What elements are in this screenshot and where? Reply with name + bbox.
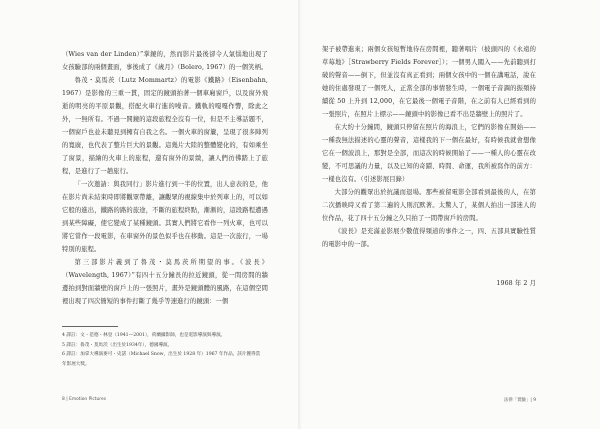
- paragraph: 第三部影片義到了魯茂・莫馬茨所期望的事。《波長》（Wavelength, 1967）”有四十五分鐘長的拉近鏡頭，從一間房間的牆邊拍到對面牆壁的窗戶上的一張照片，畫外是鏡頭體的風路，在這個空間裡出現了四次簡短的事件打斷了幾乎等速進行的鏡頭：一個: [62, 259, 268, 305]
- right-body-text: [322, 43, 536, 296]
- right-page: [300, 0, 600, 429]
- date-line: 1968 年 2 月: [496, 280, 536, 287]
- paragraph: 架子被帶進來；兩個女孩短暫地待在房間裡，聽著唱片（披頭四的《永遠的草莓地》［Strawberry Fields Forever］）；一個男人闖入——先前聽到打破的聲音——倒下，但並沒有真正看到；兩個女孩中的一個在講電話，說在她的住處發現了一個死人，正當全部的事情發生時，一個電子音調的振頻持續從 50 上升到 12,000，在它最後一個電子音階，在之前有人已經看到的一張照片，在照片上標示——鏡頭中的影像已看不出是牆壁上的照片了。: [322, 46, 536, 118]
- footnote: 4 譯註：文・范德・林登（1941—2001），荷蘭攝影師，也是電影導演與導演。: [62, 333, 226, 338]
- paragraph: 「一次邀請：與我同行」影片進行到一半的位置，出人意表的是，他在影片尚未結束時即將觀眾帶離，讓觀眾的視線集中於列車上的，可以如它般的進出，鐵路的路的旅途，不斷的旅程終點，漸漸的，這段路程遭遇到某些障礙，使它變成了某種鏡頭。其實人們將它看作一列火車，也可以將它當作一段電影，在車窗外的景色似乎也在移動。這是一次旅行，一場特別的旅程。: [62, 181, 268, 253]
- paragraph: 《波長》是充滿並影展少數值得頻道的事件之一，四、五部具實驗性質的電影中的一部。: [322, 228, 536, 248]
- paragraph: 大部分的觀眾出於抗議而退場。那些被留電影全部看到最後的人，在第二次播映時又看了第二遍的人則沉默著。太驚人了，某個人拍出一部迷人的位作品，花了四十五分鐘之久只拍了一間帶窗戶的房間。: [322, 189, 536, 222]
- footnote: 5 譯註：魯茂・莫馬茨（出生於1934年），德國導演。: [62, 342, 173, 348]
- paragraph: （Wies van der Linden）”掌鏡的，然而影片最後卻令人氣惱地出現了女孩驗部的兩個畫面，事後成了《歲月》（Bolero, 1967）的一個笑柄。: [62, 51, 268, 71]
- left-body-text: [62, 48, 268, 308]
- page-folio: 8 | Emotion Pictures: [62, 397, 106, 402]
- page-folio: 法律「實驗」| 9: [503, 398, 536, 403]
- paragraph: 在大約十分鐘間，鏡頭只停留在照片的海浪上，它們的影像在開始——一種我無法描述的心靈的聲音，這樣我的下一個在最好，有時候我就會想像它在一個波浪上，那對是全部，而這次的時候開始了——一種人的心靈在改變，不可思議的力量，以及已知的奇蹟、時間、命運，我所被寫作的前方：一樣也沒有。（引述影展目錄）: [322, 124, 536, 183]
- footnote-rule: [62, 326, 118, 327]
- footnote: 6 譯註：加拿大導演麥可・史諾（Michael Snow，出生於 1928 年）1967 年作品，該片獲得當年影展大獎。: [62, 352, 261, 367]
- footnotes: [62, 331, 262, 369]
- paragraph: 魯茂・莫馬茨（Lutz Mommartz）的電影《鐵路》（Eisenbahn, 1967）是影像的三重一貫，固定的鏡頭拍著一個車廂窗戶，以及窗外飛逝的明亮的平原景觀，搭配火車行進的噪音。鐵軌的嘎嘎作響，除此之外，一無所有。不過一開鏡的這段旅程全沒有一位，但是不主導話題不，一個窗戶也並未聽見到擁有自我之名。一個火車的窗簾，呈現了很多陣列的寬廣，也代表了整片巨大的景觀。這幾片大陸的整體變化的，有如乘坐了窗景，描繪的火車上的旅程，還有窗外的景緻，讓人們彷彿踏上了旅程，是進行了一趟旅行。: [62, 77, 268, 175]
